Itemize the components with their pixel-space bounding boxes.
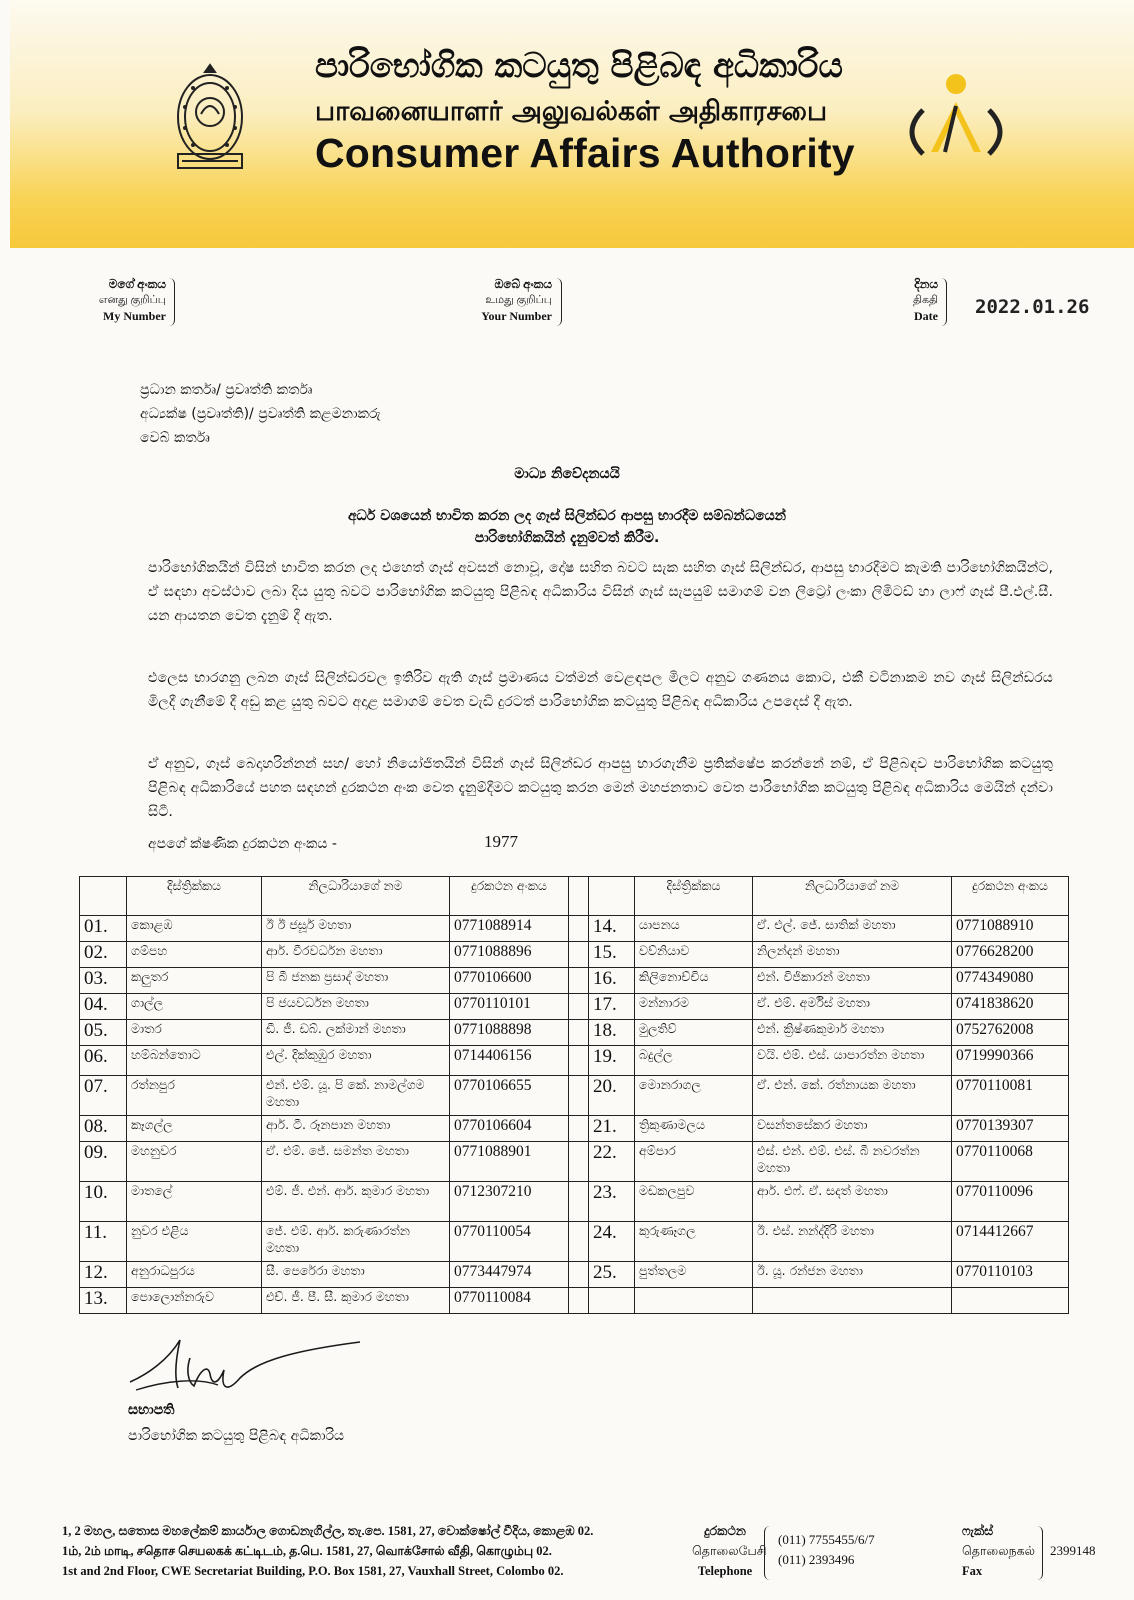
cell-name: එන්. එම්. යූ. පි කේ. නාමල්ගම මහතා bbox=[262, 1076, 450, 1116]
cell-gap bbox=[569, 1182, 589, 1222]
date-value: 2022.01.26 bbox=[975, 296, 1090, 318]
cell-district: කුරුණෑගල bbox=[635, 1222, 753, 1262]
header-phone: දුරකථන අංකය bbox=[952, 877, 1069, 916]
document-type: මාධ්‍ය නිවේදනයයි bbox=[514, 466, 620, 482]
cell-no: 14. bbox=[589, 916, 635, 942]
cell-district: රත්නපුර bbox=[127, 1076, 262, 1116]
paragraph-1: පාරිභෝගිකයින් විසින් භාවිත කරන ලද එහෙත් ගෑස් අවසන් නොවූ, දෝෂ සහිත බවට සැක සහිත ගෑස් සිලින්ඩර, ආපසු භාරදීමට කැමති පාරිභෝගිකයින්ට, ඒ සඳහා අවස්ථාව ලබා දිය යුතු බවට පාරිභෝගික කටයුතු පිළිබඳ අධිකාරිය විසින් ගෑස් සැපයුම් සමාගම් වන ලිට්‍රෝ ලංකා ලිමිටඩ් හා ලාෆ් ගෑස් පී.එල්.සී. යන ආයතන වෙත දැනුම් දී ඇත. bbox=[148, 560, 1053, 624]
cell-name: ඩී. ජී. ඩබ්. ලක්මාන් මහතා bbox=[262, 1020, 450, 1046]
table-row bbox=[80, 1262, 1069, 1288]
cell-phone: 0770139307 bbox=[952, 1116, 1069, 1142]
subject-line-1: අර්ධ වශයෙන් භාවිත කරන ලද ගෑස් සිලින්ඩර ආපසු භාරදීම සම්බන්ධයෙන් bbox=[347, 508, 787, 524]
org-title-sinhala: පාරිභෝගික කටයුතු පිළිබඳ අධිකාරිය bbox=[315, 46, 843, 86]
cell-district: කොළඹ bbox=[127, 916, 262, 942]
cell-no: 16. bbox=[589, 968, 635, 994]
table-row bbox=[80, 1288, 1069, 1314]
header-district: දිස්ත්‍රික්කය bbox=[635, 877, 753, 916]
my-number-label: මගේ අංකය எனது குறிப்பு My Number bbox=[98, 277, 166, 323]
cell-phone: 0771088910 bbox=[952, 916, 1069, 942]
cell-district: යාපනය bbox=[635, 916, 753, 942]
your-number-brace bbox=[555, 278, 562, 326]
cell-name: වයි. එම්. එස්. යාපාරත්න මහතා bbox=[753, 1046, 952, 1076]
header-officer-name: නිලධාරියාගේ නම bbox=[753, 877, 952, 916]
cell-phone: 0770106604 bbox=[450, 1116, 569, 1142]
paragraph-3: ඒ අනුව, ගෑස් බෙදාහරින්නන් සහ/ හෝ නියෝජිතයින් විසින් ගෑස් සිලින්ඩර ආපසු භාරගැනීම ප්‍රතික්ෂේප කරන්නේ නම්, ඒ පිළිබඳව පාරිභෝගික කටයුතු පිළිබඳ අධිකාරියේ පහත සඳහන් දුරකථන අංක වෙත දැනුම්දීමට කටයුතු කරන මෙන් මහජනතාව වෙත පාරිභෝගික කටයුතු පිළිබඳ අධිකාරිය මෙයින් දන්වා සිටී. bbox=[148, 756, 1053, 820]
cell-district: කිලිනොච්චිය bbox=[635, 968, 753, 994]
cell-no: 08. bbox=[80, 1116, 127, 1142]
header-district: දිස්ත්‍රික්කය bbox=[127, 877, 262, 916]
cell-gap bbox=[569, 1076, 589, 1116]
cell-no: 19. bbox=[589, 1046, 635, 1076]
table-row bbox=[80, 994, 1069, 1020]
cell-district: මුලතිව් bbox=[635, 1020, 753, 1046]
sri-lanka-emblem-icon bbox=[173, 62, 247, 172]
cell-name: වසන්තසේකර මහතා bbox=[753, 1116, 952, 1142]
addressee-1: ප්‍රධාන කර්තෘ/ ප්‍රවෘත්ති කර්තෘ bbox=[140, 382, 313, 398]
cell-phone: 0771088898 bbox=[450, 1020, 569, 1046]
footer-fax-number: 2399148 bbox=[1050, 1543, 1096, 1558]
cell-gap bbox=[569, 942, 589, 968]
org-title-tamil: பாவனையாளர் அலுவல்கள் அதிகாரசபை bbox=[315, 96, 828, 127]
cell-phone: 0752762008 bbox=[952, 1020, 1069, 1046]
date-label: දිනය திகதி Date bbox=[912, 277, 938, 323]
cell-district: මාතර bbox=[127, 1020, 262, 1046]
table-row bbox=[80, 1046, 1069, 1076]
cell-name: එන්. විජිකාරන් මහතා bbox=[753, 968, 952, 994]
cell-gap bbox=[569, 994, 589, 1020]
header-officer-name: නිලධාරියාගේ නම bbox=[262, 877, 450, 916]
cell-phone: 0771088896 bbox=[450, 942, 569, 968]
cell-district: මඩකලපුව bbox=[635, 1182, 753, 1222]
subject-line-2: පාරිභෝගිකයින් දැනුම්වත් කිරීම. bbox=[474, 530, 660, 546]
cell-no: 11. bbox=[80, 1222, 127, 1262]
cell-name: ජේ. එම්. ආර්. කරුණාරත්න මහතා bbox=[262, 1222, 450, 1262]
cell-name: ඒ. එම්. ජේ. සමන්ත මහතා bbox=[262, 1142, 450, 1182]
cell-name: ඒ. එම්. අර්මිස් මහතා bbox=[753, 994, 952, 1020]
hotline-label: අපගේ ක්ෂණික දුරකථන අංකය - bbox=[148, 836, 337, 852]
cell-name: ඊ ඊ ජසූර් මහතා bbox=[262, 916, 450, 942]
cell-district: මන්නාරම bbox=[635, 994, 753, 1020]
cell-name: පි ජයවර්ධන මහතා bbox=[262, 994, 450, 1020]
cell-name: ආර්. වීරවර්ධන මහතා bbox=[262, 942, 450, 968]
cell-district: මාතලේ bbox=[127, 1182, 262, 1222]
cell-district: මොනරාගල bbox=[635, 1076, 753, 1116]
cell-phone: 0770110054 bbox=[450, 1222, 569, 1262]
caa-logo-icon bbox=[893, 72, 1019, 172]
cell-phone: 0770110081 bbox=[952, 1076, 1069, 1116]
cell-no: 01. bbox=[80, 916, 127, 942]
footer-address: 1, 2 මහල, සතොස මහලේකම් කාර්යාල ගොඩනැගිල්ල, තැ.පෙ. 1581, 27, වොක්ෂෝල් වීදිය, කොළඹ 02. 1ம், 2ம் மாடி, சதொச செயலகக் கட்டிடம், த.பெ. 1581, 27, வொக்சோல் வீதி, கொழும்பு 02. 1st and 2nd Floor, CWE Secretariat Building, P.O. Box 1581, 27, Vauxhall Street, Colombo 02. bbox=[62, 1524, 594, 1578]
table-row bbox=[80, 968, 1069, 994]
cell-no: 09. bbox=[80, 1142, 127, 1182]
cell-name: ආර්. ටී. රූනපාන මහතා bbox=[262, 1116, 450, 1142]
cell-district: මහනුවර bbox=[127, 1142, 262, 1182]
table-row bbox=[80, 1020, 1069, 1046]
table-header-row bbox=[80, 877, 1069, 916]
cell-district: කෑගල්ල bbox=[127, 1116, 262, 1142]
cell-district: හම්බන්තොට bbox=[127, 1046, 262, 1076]
officers-table bbox=[79, 876, 1069, 1314]
cell-name: ආර්. එෆ්. ඒ. සදත් මහතා bbox=[753, 1182, 952, 1222]
cell-no: 05. bbox=[80, 1020, 127, 1046]
cell-no: 10. bbox=[80, 1182, 127, 1222]
cell-district: පුත්තලම bbox=[635, 1262, 753, 1288]
cell-name: එච්. ජී. පී. සී. කුමාර මහතා bbox=[262, 1288, 450, 1314]
cell-phone: 0770110103 bbox=[952, 1262, 1069, 1288]
cell-no: 13. bbox=[80, 1288, 127, 1314]
cell-gap bbox=[569, 1262, 589, 1288]
cell-no: 04. bbox=[80, 994, 127, 1020]
cell-phone: 0770110068 bbox=[952, 1142, 1069, 1182]
cell-name: ඊ. එස්. නන්ද්දිරි මහතා bbox=[753, 1222, 952, 1262]
cell-district: ත්‍රිකුණාමලය bbox=[635, 1116, 753, 1142]
cell-phone: 0770110096 bbox=[952, 1182, 1069, 1222]
cell-gap bbox=[569, 1020, 589, 1046]
cell-district: කලුතර bbox=[127, 968, 262, 994]
cell-no: 22. bbox=[589, 1142, 635, 1182]
cell-name bbox=[753, 1288, 952, 1314]
cell-gap bbox=[569, 1142, 589, 1182]
table-row bbox=[80, 1222, 1069, 1262]
cell-no: 21. bbox=[589, 1116, 635, 1142]
footer-telephone-label: දුරකථන தொலைபேசி Telephone bbox=[692, 1524, 767, 1578]
table-row bbox=[80, 1116, 1069, 1142]
cell-name: එස්. එන්. එම්. එස්. බී නවරත්න මහතා bbox=[753, 1142, 952, 1182]
table-row bbox=[80, 916, 1069, 942]
addressee-2: අධ්‍යක්ෂ (ප්‍රවෘත්ති)/ ප්‍රවෘත්ති කළමනාකරු bbox=[140, 406, 381, 422]
header-phone: දුරකථන අංකය bbox=[450, 877, 569, 916]
your-number-label: ඔබේ අංකය உமது குறிப்பு Your Number bbox=[481, 277, 552, 323]
cell-no: 12. bbox=[80, 1262, 127, 1288]
cell-no: 17. bbox=[589, 994, 635, 1020]
cell-district: අනුරාධපුරය bbox=[127, 1262, 262, 1288]
cell-no: 02. bbox=[80, 942, 127, 968]
cell-name: පි බී ජනක ප්‍රසාද් මහතා bbox=[262, 968, 450, 994]
cell-phone: 0770110084 bbox=[450, 1288, 569, 1314]
table-row bbox=[80, 1076, 1069, 1116]
cell-no: 07. bbox=[80, 1076, 127, 1116]
cell-no bbox=[589, 1288, 635, 1314]
hotline-number: 1977 bbox=[484, 832, 518, 851]
signature bbox=[128, 1330, 368, 1405]
cell-phone bbox=[952, 1288, 1069, 1314]
cell-name: එල්. දික්කුඹුර මහතා bbox=[262, 1046, 450, 1076]
cell-district: බදුල්ල bbox=[635, 1046, 753, 1076]
cell-phone: 0714406156 bbox=[450, 1046, 569, 1076]
cell-no: 06. bbox=[80, 1046, 127, 1076]
cell-name: එම්. ජී. එන්. ආර්. කුමාර මහතා bbox=[262, 1182, 450, 1222]
cell-phone: 0714412667 bbox=[952, 1222, 1069, 1262]
cell-phone: 0776628200 bbox=[952, 942, 1069, 968]
signatory-title: සභාපති bbox=[128, 1402, 175, 1418]
cell-district: ගාල්ල bbox=[127, 994, 262, 1020]
cell-phone: 0773447974 bbox=[450, 1262, 569, 1288]
cell-district: ගම්පහ bbox=[127, 942, 262, 968]
cell-name: ඒ. එල්. ජේ. සාතික් මහතා bbox=[753, 916, 952, 942]
cell-name: නිලන්දන් මහතා bbox=[753, 942, 952, 968]
cell-no: 25. bbox=[589, 1262, 635, 1288]
cell-district: අම්පාර bbox=[635, 1142, 753, 1182]
cell-no: 15. bbox=[589, 942, 635, 968]
cell-gap bbox=[569, 1222, 589, 1262]
cell-district: නුවර එළිය bbox=[127, 1222, 262, 1262]
table-row bbox=[80, 1142, 1069, 1182]
cell-no: 24. bbox=[589, 1222, 635, 1262]
table-row bbox=[80, 1182, 1069, 1222]
cell-phone: 0770110101 bbox=[450, 994, 569, 1020]
paragraph-2: එලෙස භාරගනු ලබන ගෑස් සිලින්ඩරවල ඉතිරිව ඇති ගෑස් ප්‍රමාණය වත්මන් වෙළඳපල මිලට අනුව ගණනය කොට, එකී වටිනාකම නව ගෑස් සිලින්ඩරය මිලදී ගැනීමේ දී අඩු කළ යුතු බවට අදාළ සමාගම් වෙත වැඩි දුරටත් පාරිභෝගික කටයුතු පිළිබඳ අධිකාරිය උපදෙස් දී ඇත. bbox=[148, 670, 1053, 710]
table-row bbox=[80, 942, 1069, 968]
cell-phone: 0719990366 bbox=[952, 1046, 1069, 1076]
cell-no: 03. bbox=[80, 968, 127, 994]
footer-telephone-numbers: (011) 7755455/6/7 (011) 2393496 bbox=[778, 1532, 875, 1567]
cell-gap bbox=[569, 968, 589, 994]
cell-name: ඒ. එන්. කේ. රත්නායක මහතා bbox=[753, 1076, 952, 1116]
cell-no: 23. bbox=[589, 1182, 635, 1222]
cell-name: එන්. ක්‍රිෂ්ණකුමාර් මහතා bbox=[753, 1020, 952, 1046]
signatory-organization: පාරිභෝගික කටයුතු පිළිබඳ අධිකාරිය bbox=[128, 1428, 345, 1444]
cell-district bbox=[635, 1288, 753, 1314]
footer-fax-label: ෆැක්ස් தொலைநகல் Fax bbox=[962, 1524, 1035, 1578]
date-brace bbox=[940, 278, 947, 326]
cell-name: ඊ. යූ. රන්ජන මහතා bbox=[753, 1262, 952, 1288]
cell-no: 20. bbox=[589, 1076, 635, 1116]
cell-name: සී. පෙරේරා මහතා bbox=[262, 1262, 450, 1288]
cell-phone: 0770106655 bbox=[450, 1076, 569, 1116]
cell-phone: 0770106600 bbox=[450, 968, 569, 994]
cell-phone: 0771088901 bbox=[450, 1142, 569, 1182]
cell-district: පොලොන්නරුව bbox=[127, 1288, 262, 1314]
cell-district: වව්නියාව bbox=[635, 942, 753, 968]
cell-phone: 0771088914 bbox=[450, 916, 569, 942]
cell-no: 18. bbox=[589, 1020, 635, 1046]
cell-phone: 0741838620 bbox=[952, 994, 1069, 1020]
cell-gap bbox=[569, 1116, 589, 1142]
addressee-3: වෙබ් කර්තෘ bbox=[140, 430, 210, 446]
cell-phone: 0774349080 bbox=[952, 968, 1069, 994]
cell-phone: 0712307210 bbox=[450, 1182, 569, 1222]
cell-gap bbox=[569, 916, 589, 942]
cell-gap bbox=[569, 1046, 589, 1076]
cell-gap bbox=[569, 1288, 589, 1314]
org-title-english: Consumer Affairs Authority bbox=[315, 130, 855, 176]
my-number-brace bbox=[168, 278, 175, 326]
